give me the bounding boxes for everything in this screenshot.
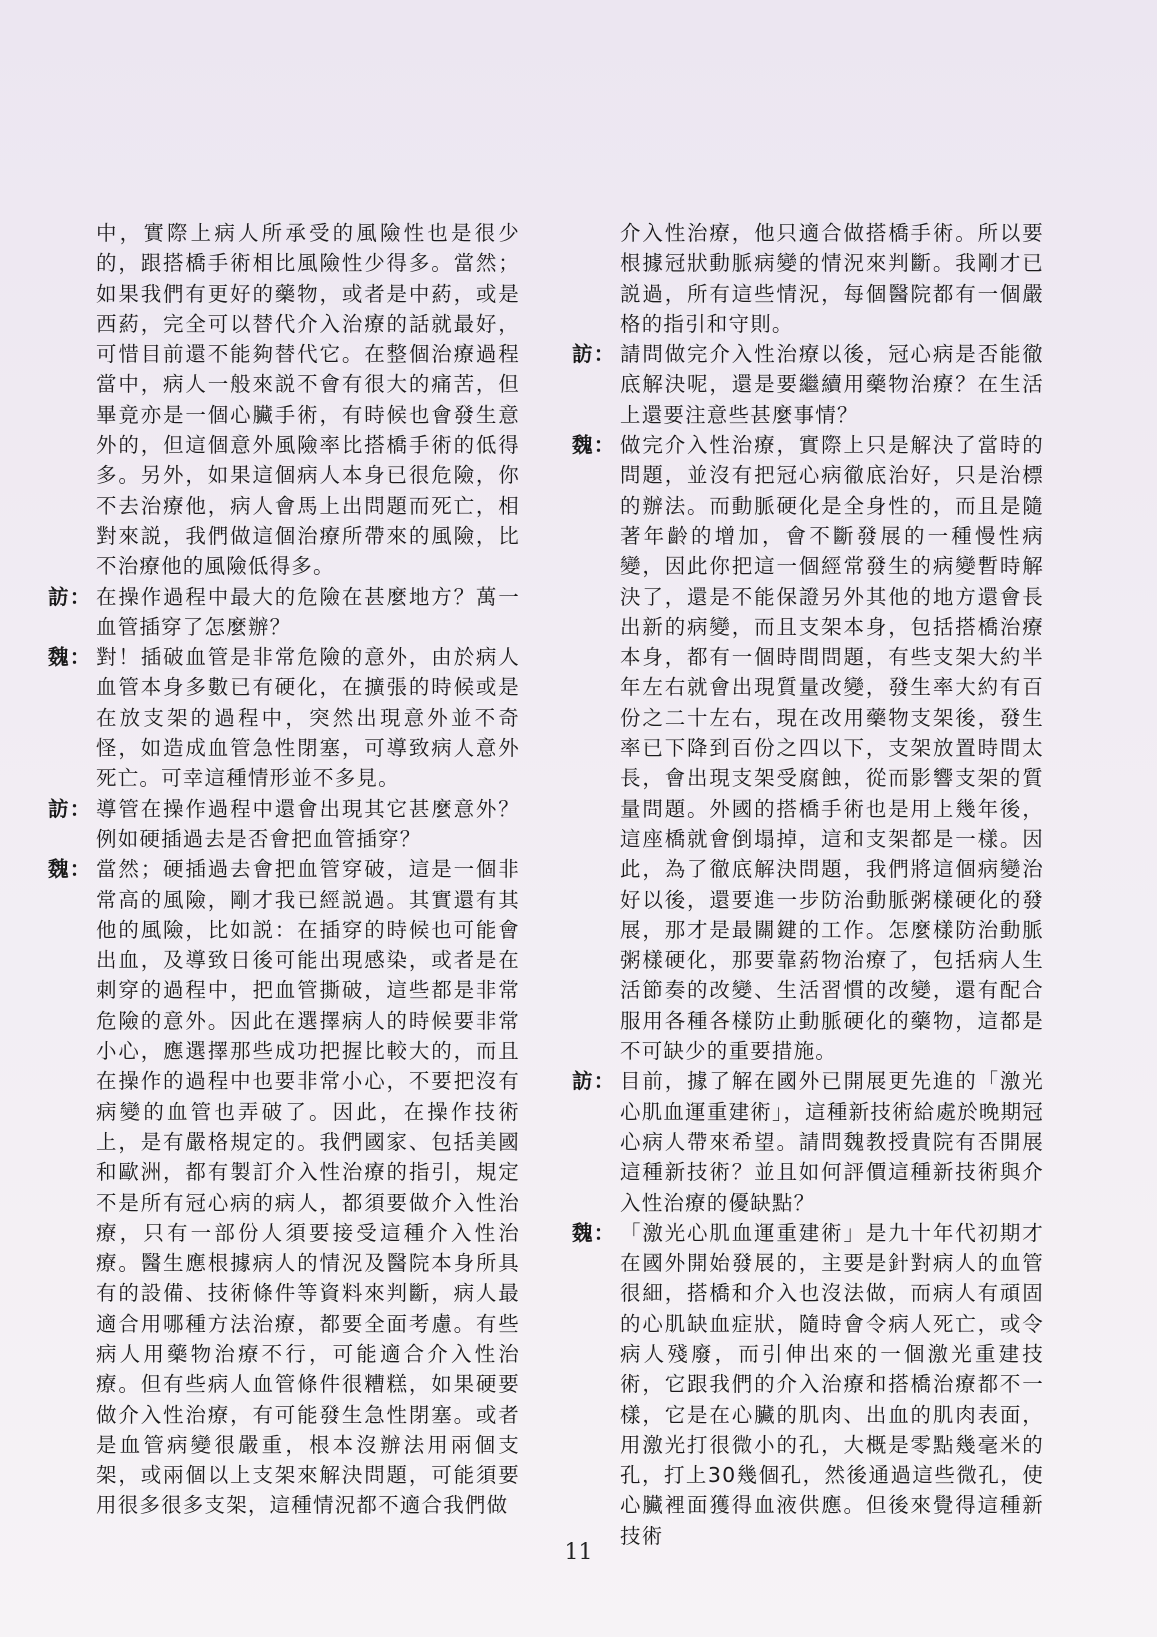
interviewer-question: [572, 1066, 1044, 1217]
paragraph-text: 介入性治療，他只適合做搭橋手術。所以要根據冠狀動脈病變的情況來判斷。我剛才已説過，所有這些情況，每個醫院都有一個嚴格的指引和守則。: [620, 221, 1044, 336]
paragraph-text: 對！插破血管是非常危險的意外，由於病人血管本身多數已有硬化，在擴張的時候或是在放支架的過程中，突然出現意外並不奇怪，如造成血管急性閉塞，可導致病人意外死亡。可幸這種情形並不多見。: [96, 645, 520, 791]
paragraph-text: 請問做完介入性治療以後，冠心病是否能徹底解決呢，還是要繼續用藥物治療？在生活上還要注意些甚麼事情？: [620, 342, 1044, 427]
paragraph-text: 「激光心肌血運重建術」是九十年代初期才在國外開始發展的，主要是針對病人的血管很細，搭橋和介入也沒法做，而病人有頑固的心肌缺血症狀，隨時會令病人死亡，或令病人殘廢，而引伸出來的一個激光重建技術，它跟我們的介入治療和搭橋治療都不一樣，它是在心臟的肌肉、出血的肌肉表面，用激光打很微小的孔，大概是零點幾毫米的孔，打上30幾個孔，然後通過這些微孔，使心臟裡面獲得血液供應。但後來覺得這種新技術: [620, 1220, 1044, 1548]
interviewer-question: [48, 794, 520, 855]
speaker-label: 魏：: [48, 645, 92, 670]
speaker-label: 魏：: [48, 857, 92, 882]
speaker-label: 魏：: [572, 433, 616, 458]
paragraph-text: 在操作過程中最大的危險在甚麼地方？萬一血管插穿了怎麼辦？: [96, 584, 520, 639]
interviewee-answer: [572, 1218, 1044, 1551]
interviewee-answer: [48, 854, 520, 1521]
paragraph-text: 中，實際上病人所承受的風險性也是很少的，跟搭橋手術相比風險性少得多。當然；如果我們有更好的藥物，或者是中葯，或是西葯，完全可以替代介入治療的話就最好，可惜目前還不能夠替代它。在整個治療過程當中，病人一般來説不會有很大的痛苦，但畢竟亦是一個心臟手術，有時候也會發生意外的，但這個意外風險率比搭橋手術的低得多。另外，如果這個病人本身已很危險，你不去治療他，病人會馬上出問題而死亡，相對來説，我們做這個治療所帶來的風險，比不治療他的風險低得多。: [96, 221, 520, 579]
page-number: 11: [564, 1540, 593, 1565]
paragraph-text: 導管在操作過程中還會出現其它甚麼意外？例如硬插過去是否會把血管插穿？: [96, 796, 520, 851]
interviewer-question: [48, 582, 520, 643]
paragraph-continuation: [572, 218, 1044, 339]
paragraph-text: 做完介入性治療，實際上只是解決了當時的問題，並沒有把冠心病徹底治好，只是治標的辦法。而動脈硬化是全身性的，而且是隨著年齡的增加，會不斷發展的一種慢性病變，因此你把這一個經常發生的病變暫時解決了，還是不能保證另外其他的地方還會長出新的病變，而且支架本身，包括搭橋治療本身，都有一個時間問題，有些支架大約半年左右就會出現質量改變，發生率大約有百份之二十左右，現在改用藥物支架後，發生率已下降到百份之四以下，支架放置時間太長，會出現支架受腐蝕，從而影響支架的質量問題。外國的搭橋手術也是用上幾年後，這座橋就會倒塌掉，這和支架都是一樣。因此，為了徹底解決問題，我們將這個病變治好以後，還要進一步防治動脈粥樣硬化的發展，那才是最關鍵的工作。怎麼樣防治動脈粥樣硬化，那要靠葯物治療了，包括病人生活節奏的改變、生活習慣的改變，還有配合服用各種各樣防止動脈硬化的藥物，這都是不可缺少的重要措施。: [620, 433, 1044, 1064]
speaker-label: 訪：: [572, 342, 616, 367]
interviewee-answer: [572, 430, 1044, 1066]
interviewee-answer: [48, 642, 520, 793]
interviewer-question: [572, 339, 1044, 430]
speaker-label: 訪：: [48, 584, 92, 609]
right-column: [572, 218, 1044, 1551]
paragraph-text: 當然；硬插過去會把血管穿破，這是一個非常高的風險，剛才我已經説過。其實還有其他的風險，比如説：在插穿的時候也可能會出血，及導致日後可能出現感染，或者是在刺穿的過程中，把血管撕破，這些都是非常危險的意外。因此在選擇病人的時候要非常小心，應選擇那些成功把握比較大的，而且在操作的過程中也要非常小心，不要把沒有病變的血管也弄破了。因此，在操作技術上，是有嚴格規定的。我們國家、包括美國和歐洲，都有製訂介入性治療的指引，規定不是所有冠心病的病人，都須要做介入性治療，只有一部份人須要接受這種介入性治療。醫生應根據病人的情況及醫院本身所具有的設備、技術條件等資料來判斷，病人最適合用哪種方法治療，都要全面考慮。有些病人用藥物治療不行，可能適合介入性治療。但有些病人血管條件很糟糕，如果硬要做介入性治療，有可能發生急性閉塞。或者是血管病變很嚴重，根本沒辦法用兩個支架，或兩個以上支架來解決問題，可能須要用很多很多支架，這種情況都不適合我們做: [96, 857, 520, 1518]
speaker-label: 訪：: [572, 1069, 616, 1094]
left-column: [48, 218, 520, 1521]
paragraph-continuation: [48, 218, 520, 582]
speaker-label: 魏：: [572, 1220, 616, 1245]
speaker-label: 訪：: [48, 796, 92, 821]
paragraph-text: 目前，據了解在國外已開展更先進的「激光心肌血運重建術」，這種新技術給處於晚期冠心病人帶來希望。請問魏教授貴院有否開展這種新技術？並且如何評價這種新技術與介入性治療的優缺點？: [620, 1069, 1044, 1215]
